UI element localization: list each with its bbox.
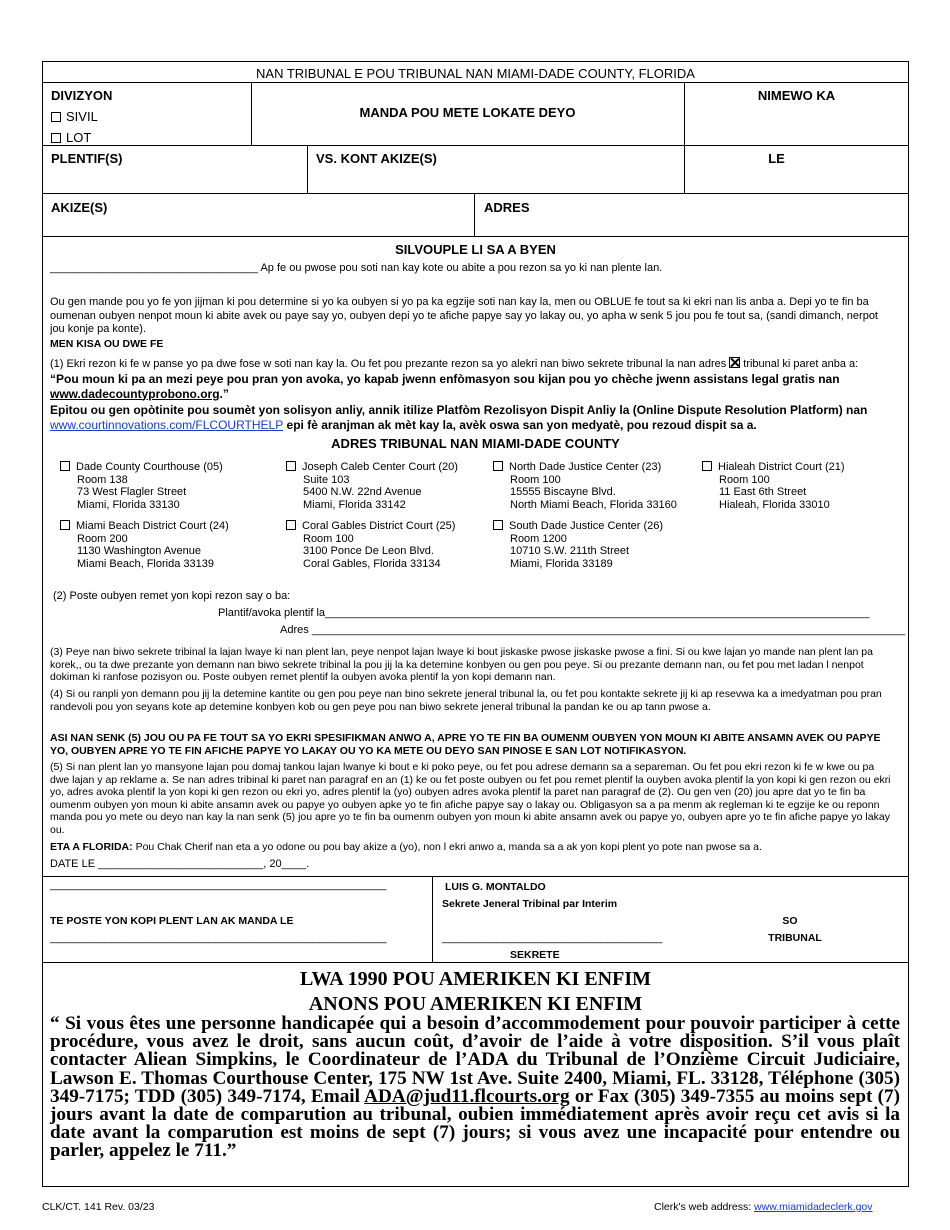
address-label: ADRES	[484, 200, 530, 215]
item-3: (3) Peye nan biwo sekrete tribinal la lajan lwaye ki nan plent lan, peye nenpot lajan lwaye ki bout jiskaske pwose jiskaske pwose a fini. Si ou kwe lajan yo mande nan plent lan pa korek,, ou ta dwe prezante yon demann nan biwo sekrete tribinal la pou jij la ka detemine konbyen ou gen pou peye. Si ou prezante demann nan, ou fet pou met ladan l nenpot dokiman ki ranfose pozisyon ou. Poste oubyen remet plentif la oubyen avoka plentif la yon kopi demann nan.	[50, 646, 873, 683]
ada-title: LWA 1990 POU AMERIKEN KI ENFIM	[300, 968, 651, 990]
plaintiff-attorney-line[interactable]: Plantif/avoka plentif la_________________________________________________________________________________________	[218, 607, 870, 619]
court-checkbox[interactable]	[60, 461, 70, 471]
court-checkbox[interactable]	[286, 461, 296, 471]
ada-subtitle: ANONS POU AMERIKEN KI ENFIM	[308, 993, 643, 1015]
le-label: LE	[768, 151, 785, 166]
lot-checkbox[interactable]	[51, 133, 61, 143]
sekrete-label: SEKRETE	[510, 949, 560, 961]
court-title: NAN TRIBUNAL E POU TRIBUNAL NAN MIAMI-DADE COUNTY, FLORIDA	[256, 66, 695, 81]
clerk-web-link[interactable]: www.miamidadeclerk.gov	[754, 1201, 873, 1213]
form-id: CLK/CT. 141 Rev. 03/23	[42, 1201, 155, 1213]
division-label: DIVIZYON	[51, 88, 113, 103]
courts-heading: ADRES TRIBUNAL NAN MIAMI-DADE COUNTY	[331, 436, 620, 451]
item-1: (1) Ekri rezon ki fe w panse yo pa dwe fose w soti nan kay la. Ou fet pou prezante rezon sa yo alekri nan biwo sekrete tribunal la nan adres tribunal ki paret anba a:	[50, 358, 859, 370]
court-option[interactable]: Coral Gables District Court (25) Room 100 3100 Ponce De Leon Blvd. Coral Gables, Florida 33134	[286, 520, 455, 570]
what-to-do-heading: MEN KISA OU DWE FE	[50, 338, 164, 350]
clerk-title: Sekrete Jeneral Tribinal par Interim	[442, 898, 618, 910]
plaintiff-label: PLENTIF(S)	[51, 151, 123, 166]
tribunal-label: TRIBUNAL	[768, 932, 822, 944]
address-line[interactable]: Adres _________________________________________________________________________________________________	[280, 624, 906, 636]
court-option[interactable]: Hialeah District Court (21) Room 100 11 East 6th Street Hialeah, Florida 33010	[702, 461, 845, 511]
court-checkbox[interactable]	[702, 461, 712, 471]
defendant-label: VS. KONT AKIZE(S)	[316, 151, 437, 166]
item-4: (4) Si ou ranpli yon demann pou jij la detemine kantite ou gen pou peye nan bino sekrete jeneral tribunal la, ou fet pou kontakte sekrete jij ki ap resevwa ka a imedyatman pou pran randevoli pou yon seyans kote ap detemine konbyen kob ou gen peye pou nan biwo sekrete jeneral tribunal la pandan ke ou ap tann pwose a.	[50, 688, 882, 713]
court-option[interactable]: Joseph Caleb Center Court (20) Suite 103 5400 N.W. 22nd Avenue Miami, Florida 33142	[286, 461, 458, 511]
court-option[interactable]: South Dade Justice Center (26) Room 1200 10710 S.W. 211th Street Miami, Florida 33189	[493, 520, 663, 570]
case-number-label: NIMEWO KA	[757, 88, 836, 103]
civil-checkbox[interactable]	[51, 112, 61, 122]
so-label: SO	[782, 915, 798, 927]
item-2: (2) Poste oubyen remet yon kopi rezon say o ba:	[53, 590, 291, 602]
warning-notice: ASI NAN SENK (5) JOU OU PA FE TOUT SA YO EKRI SPESIFIKMAN ANWO A, APRE YO TE FIN BA OUMENM OUBYEN YON MOUN KI ABITE ANSAMN AVEK OU PAPYE YO, OUBYEN APRE YO TE FIN AFICHE PAPYE YO LAKAY OU YO KA METE OU DEYO SAN PINOSE E SAN LOT NOTIFIKASYON.	[50, 732, 881, 757]
clerk-web: Clerk's web address: www.miamidadeclerk.gov	[654, 1201, 873, 1213]
signature-line[interactable]: _______________________________________________________	[50, 879, 387, 891]
form-title: MANDA POU METE LOKATE DEYO	[359, 105, 576, 120]
selected-checkbox[interactable]	[729, 357, 740, 368]
divider	[42, 82, 909, 83]
option-civil[interactable]: SIVIL	[51, 109, 98, 124]
odr-notice: Epitou ou gen opòtinite pou soumèt yon solisyon anliy, annik itilize Platfòm Rezolisyon Dispit Anliy la (Online Dispute Resolution Platform) nan www.courtinnovations.com/FLCOURTHELP epi fè aranjman ak mèt kay la, avèk oswa san yon medyatè, pou rezoud dispit sa a.	[50, 403, 868, 432]
option-lot[interactable]: LOT	[51, 130, 91, 145]
read-heading: SILVOUPLE LI SA A BYEN	[395, 242, 556, 257]
court-option[interactable]: Dade County Courthouse (05) Room 138 73 West Flagler Street Miami, Florida 33130	[60, 461, 223, 511]
clerk-signature-line[interactable]: ____________________________________	[442, 932, 663, 944]
intro-paragraph: Ou gen mande pou yo fe yon jijman ki pou determine si yo ka oubyen si yo pa ka egzije soti nan kay la, men ou OBLUE fe tout sa ki ekri nan lis anba a. Depi yo te fin ba oumenan oubyen nenpot moun ki abite avek ou paye say yo, oubyen depi yo te afiche papye say yo lakay ou, yo apha w senk 5 jou pou fe tout sa, (sandi dimanch, nerpot jou konje pa konte).	[50, 296, 878, 335]
ada-notice-text: “ Si vous êtes une personne handicapée qui a besoin d’accommodement pour pouvoir participer à cette procédure, vous avez le droit, sans aucun coût, d’avoir de l’aide à votre disposition. S’il vous plaît contacter Aliean Simpkins, le Coordinateur de l’ADA du Tribunal de l’Onzième Circuit Judiciaire, Lawson E. Thomas Courthouse Center, 175 NW 1st Ave. Suite 2400, Miami, FL. 33128, Téléphone (305) 349-7175; TDD (305) 349-7174, Email ADA@jud11.flcourts.org or Fax (305) 349-7355 au moins sept (7) jours avant la date de comparution au tribunal, oubien immédiatement après avoir reçu cet avis si la date avant la comparution est moins de sept (7) jours; si vous avez une incapacité pour entendre ou parler, appelez le 711.”	[50, 1013, 900, 1162]
eta-florida: ETA A FLORIDA: Pou Chak Cherif nan eta a yo odone ou pou bay akize a (yo), non l ekri anwo a, manda sa a ak yon kopi plent yo pote nan pwose sa a.	[50, 841, 762, 853]
divider	[42, 236, 909, 237]
divider	[42, 876, 909, 877]
court-checkbox[interactable]	[493, 461, 503, 471]
divider	[307, 145, 308, 193]
accused-label: AKIZE(S)	[51, 200, 108, 215]
court-option[interactable]: Miami Beach District Court (24) Room 200 1130 Washington Avenue Miami Beach, Florida 33139	[60, 520, 229, 570]
intro-line: __________________________________ Ap fe ou pwose pou soti nan kay kote ou abite a pou rezon sa yo ki nan plente lan.	[50, 262, 663, 274]
court-option[interactable]: North Dade Justice Center (23) Room 100 15555 Biscayne Blvd. North Miami Beach, Florida 33160	[493, 461, 677, 511]
ada-email-link[interactable]: ADA@jud11.flcourts.org	[364, 1085, 570, 1107]
probono-link[interactable]: www.dadecountyprobono.org	[50, 386, 220, 401]
probono-notice: “Pou moun ki pa an mezi peye pou pran yon avoka, yo kapab jwenn enfòmasyon sou kijan pou yo chèche jwenn assistans legal gratis nan www.dadecountyprobono.org.”	[50, 372, 840, 401]
odr-link[interactable]: www.courtinnovations.com/FLCOURTHELP	[50, 417, 284, 432]
date-line[interactable]: DATE LE ___________________________, 20____.	[50, 858, 310, 870]
mail-note: TE POSTE YON KOPI PLENT LAN AK MANDA LE	[50, 915, 294, 927]
item-5: (5) Si nan plent lan yo mansyone lajan pou domaj tankou lajan lwanye ki bout e ki poko peye, ou fet pou adrese demann sa a separeman. Ou fet pou ekri rezon ki fe w kwe ou pa dwe lajan y ap reklame a. Se nan adres tribinal ki paret nan paragraf en an (1) ke ou fet poste oubyen ou fet pou remet plentif la ouyben avoka plentif la yon kopi ki gen rezon ou ekri yo, adres avoka plentif la yon kopi ki gen rezon ou ekri yo, adres plentif la (yo) oubyen adres avoka plentif la paret nan paragraf de (2). Ou gen ven (20) jou apre dat yo te fin ba oumenm oubyen yon moun ki abite ansamn avek ou papye yo oubyen apke yo te fin afiche papye say o lakay ou. Obligasyon sa a pa menm ak regleman ki te egzije ke ou reponn manda pou yo mete ou deyo nan kay la nan senk (5) jou apre yo te fin ba oumenm oubyen yon moun ki abite ansamn avek ou papye yo, oubyen apre yo te fin afiche papye yo lakay ou.	[50, 761, 891, 836]
court-checkbox[interactable]	[286, 520, 296, 530]
court-checkbox[interactable]	[493, 520, 503, 530]
divider	[42, 962, 909, 963]
divider	[42, 193, 909, 194]
divider	[432, 876, 433, 962]
clerk-name: LUIS G. MONTALDO	[445, 881, 546, 893]
divider	[42, 145, 909, 146]
court-checkbox[interactable]	[60, 520, 70, 530]
divider	[474, 193, 475, 236]
signature-line[interactable]: _______________________________________________________	[50, 932, 387, 944]
